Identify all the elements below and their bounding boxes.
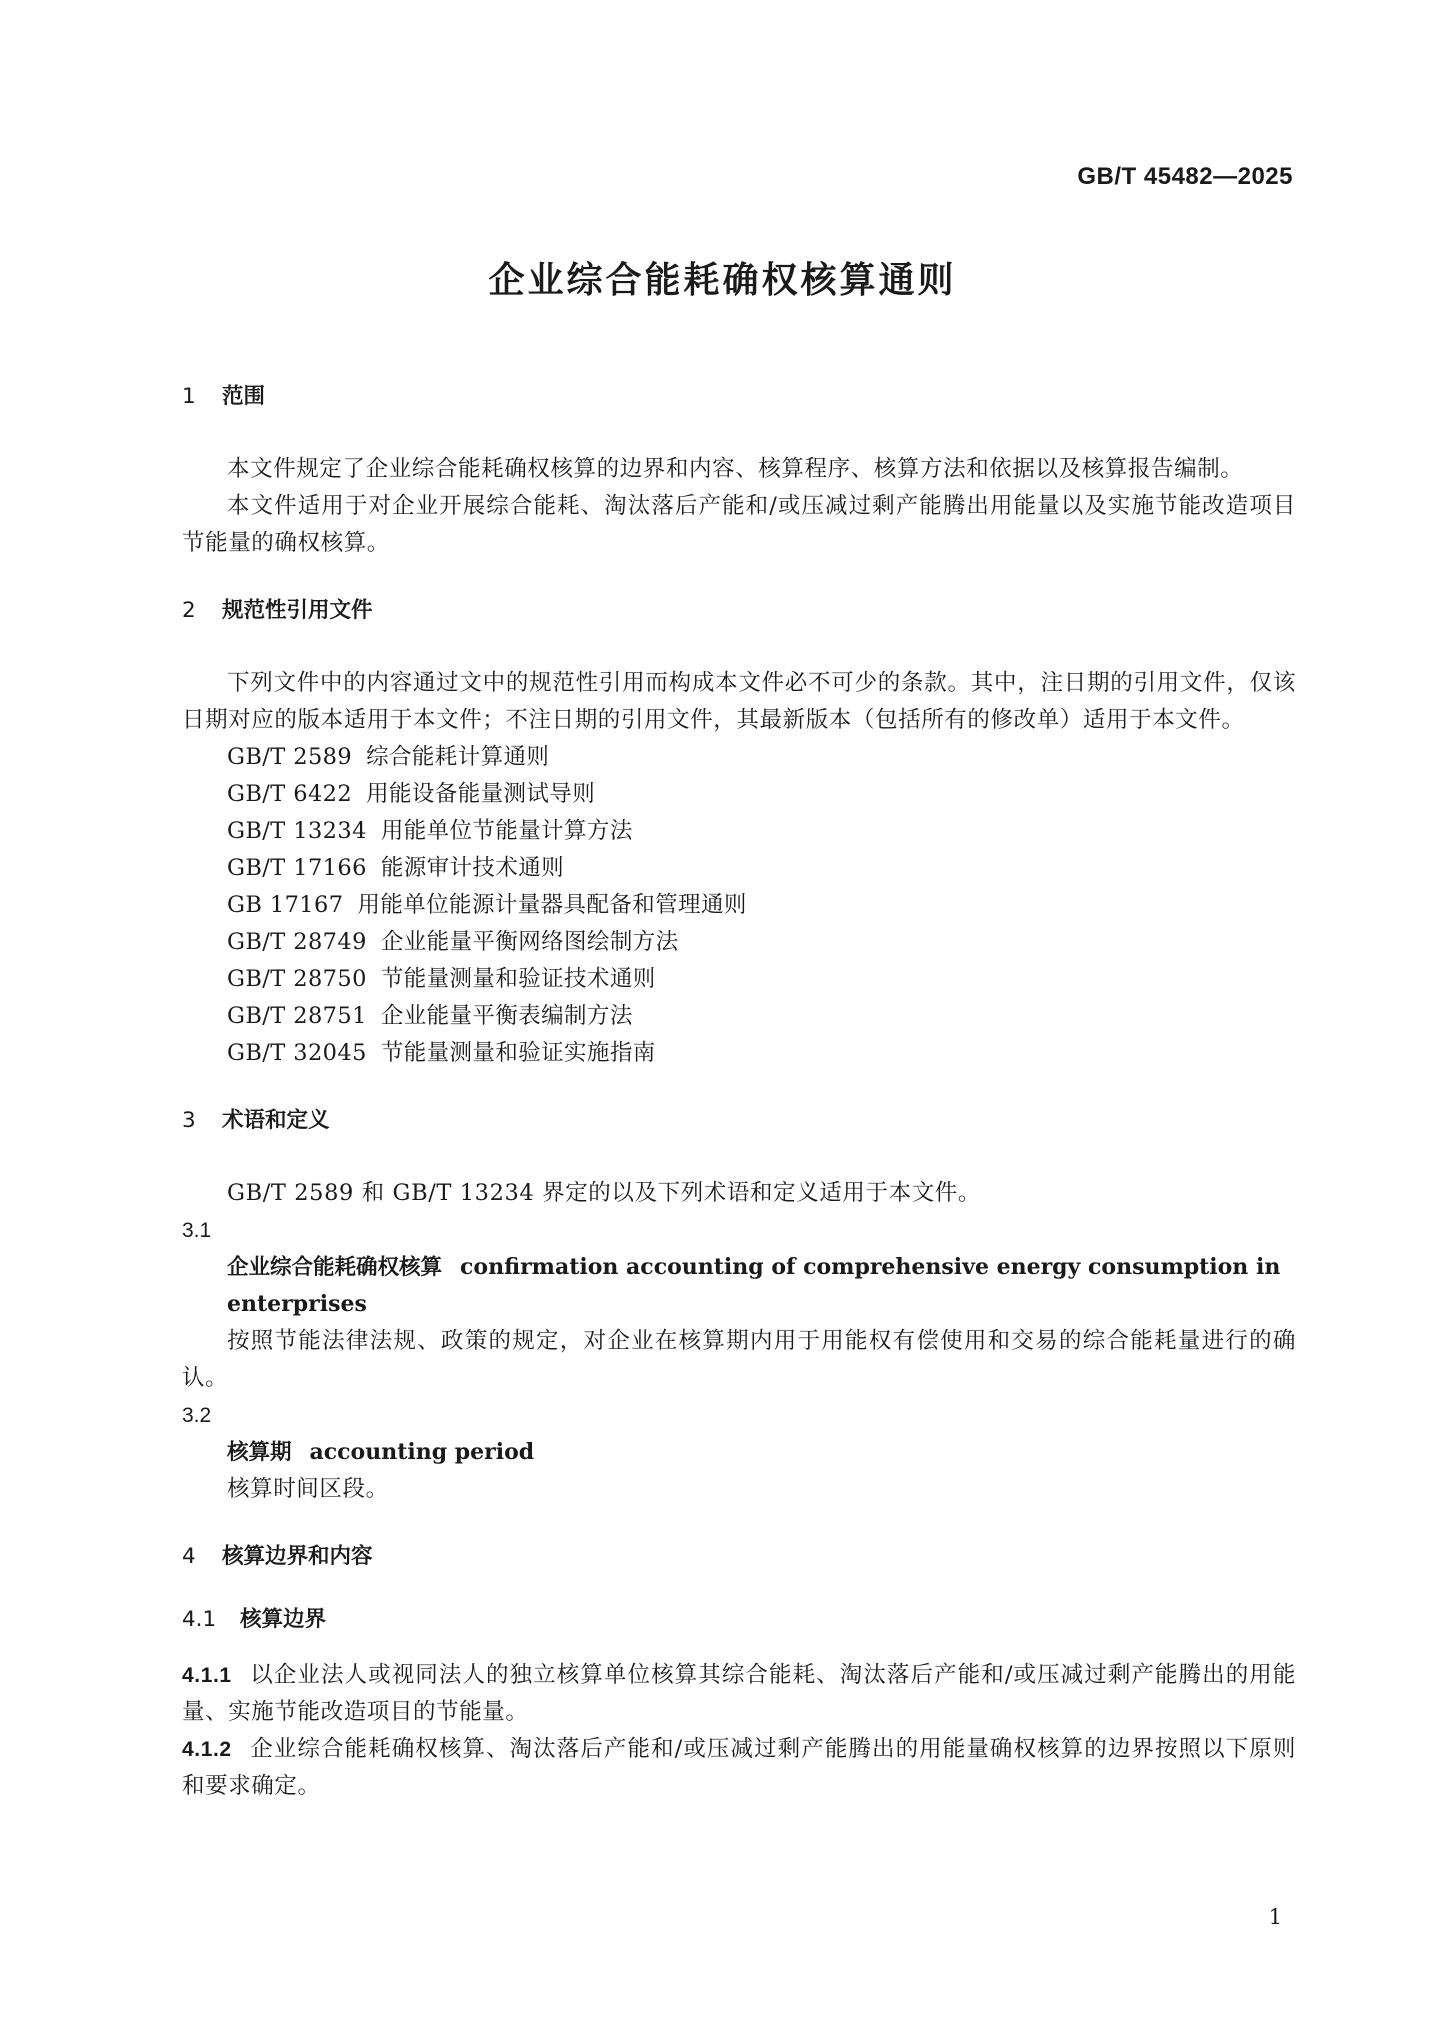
clause: 4.1.1 以企业法人或视同法人的独立核算单位核算其综合能耗、淘汰落后产能和/或压减过剩产能腾出的用能量、实施节能改造项目的节能量。 (182, 1662, 1296, 1725)
reference-item: GB/T 32045 节能量测量和验证实施指南 (227, 1040, 656, 1066)
term-number: 3.2 (182, 1404, 212, 1427)
standard-number: GB/T 45482—2025 (1077, 163, 1293, 190)
term-name: 企业综合能耗确权核算 confirmation accounting of comprehensive energy consumption in enterprises (227, 1254, 1281, 1317)
paragraph: 本文件适用于对企业开展综合能耗、淘汰落后产能和/或压减过剩产能腾出用能量以及实施节能改造项目节能量的确权核算。 (182, 493, 1296, 556)
term-definition: 按照节能法律法规、政策的规定，对企业在核算期内用于用能权有偿使用和交易的综合能耗量进行的确认。 (182, 1328, 1296, 1391)
reference-item: GB/T 17166 能源审计技术通则 (227, 855, 565, 881)
reference-item: GB/T 28751 企业能量平衡表编制方法 (227, 1003, 633, 1029)
reference-item: GB 17167 用能单位能源计量器具配备和管理通则 (227, 892, 747, 918)
term-number: 3.1 (182, 1219, 212, 1242)
section-heading-scope: 1 范围 (182, 384, 266, 409)
section-heading-normative-references: 2 规范性引用文件 (182, 598, 373, 623)
paragraph: 本文件规定了企业综合能耗确权核算的边界和内容、核算程序、核算方法和依据以及核算报告编制。 (227, 456, 1244, 482)
reference-item: GB/T 28750 节能量测量和验证技术通则 (227, 966, 656, 992)
reference-item: GB/T 28749 企业能量平衡网络图绘制方法 (227, 929, 679, 955)
section-heading-accounting-boundary-content: 4 核算边界和内容 (182, 1544, 373, 1569)
term-name: 核算期 accounting period (227, 1439, 535, 1465)
page-number: 1 (1268, 1905, 1282, 1929)
subsection-heading-accounting-boundary: 4.1 核算边界 (182, 1607, 327, 1632)
paragraph: 下列文件中的内容通过文中的规范性引用而构成本文件必不可少的条款。其中，注日期的引用文件，仅该日期对应的版本适用于本文件；不注日期的引用文件，其最新版本（包括所有的修改单）适用于本文件。 (182, 670, 1296, 733)
paragraph: GB/T 2589 和 GB/T 13234 界定的以及下列术语和定义适用于本文件。 (227, 1180, 981, 1206)
document-title: 企业综合能耗确权核算通则 (488, 260, 957, 301)
section-heading-terms-definitions: 3 术语和定义 (182, 1108, 330, 1133)
document-body (182, 378, 1296, 1805)
reference-item: GB/T 13234 用能单位节能量计算方法 (227, 818, 633, 844)
reference-item: GB/T 2589 综合能耗计算通则 (227, 744, 550, 770)
term-definition: 核算时间区段。 (227, 1476, 389, 1502)
clause: 4.1.2 企业综合能耗确权核算、淘汰落后产能和/或压减过剩产能腾出的用能量确权核算的边界按照以下原则和要求确定。 (182, 1736, 1296, 1799)
reference-list (182, 739, 1296, 1072)
reference-item: GB/T 6422 用能设备能量测试导则 (227, 781, 596, 807)
